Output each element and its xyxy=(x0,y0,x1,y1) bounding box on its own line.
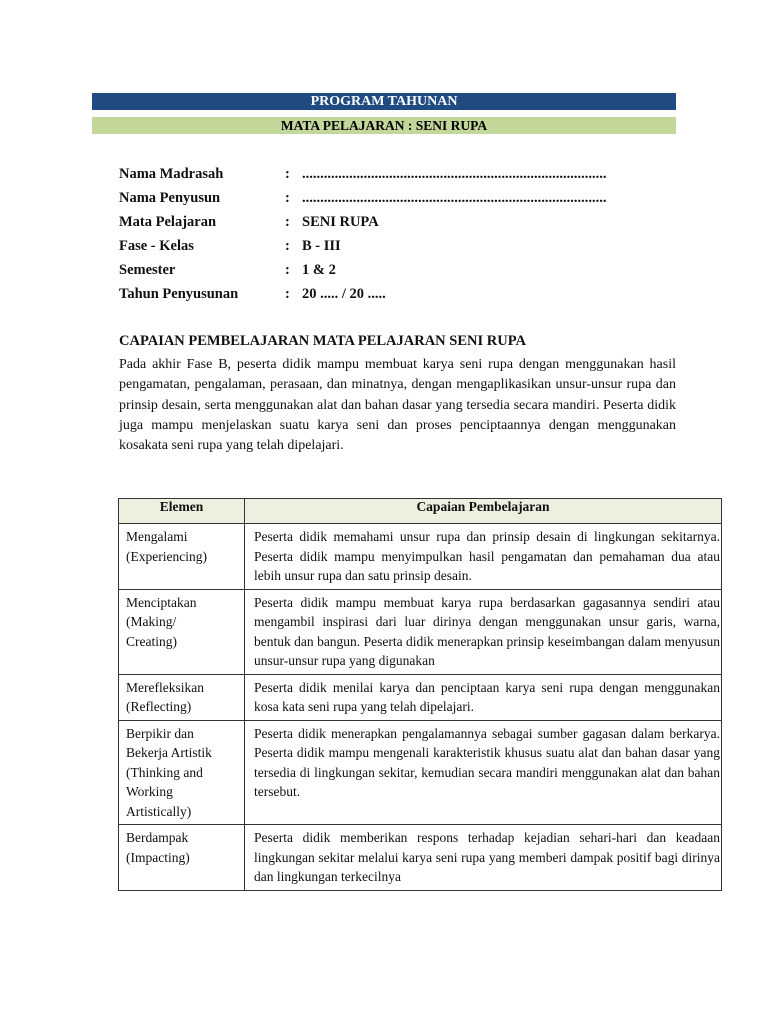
table-row xyxy=(119,674,722,720)
info-label: Tahun Penyusunan xyxy=(119,286,239,302)
elemen-line: Menciptakan xyxy=(126,594,197,610)
capaian-cell: Peserta didik mampu membuat karya rupa berdasarkan gagasannya sendiri atau mengambil inspirasi dari luar dirinya dengan menggunakan unsur garis, warna, bentuk dan bangun. Peserta didik menerapkan prinsip keseimbangan dalam menyusun unsur-unsur rupa yang digunakan xyxy=(245,589,722,674)
info-row-fase xyxy=(119,237,607,261)
elemen-line: Working xyxy=(126,784,173,799)
elemen-line: (Experiencing) xyxy=(126,548,207,564)
elemen-line: Berpikir dan xyxy=(126,725,194,741)
table-row xyxy=(119,589,722,674)
header-capaian: Capaian Pembelajaran xyxy=(245,499,722,524)
capaian-cell: Peserta didik memahami unsur rupa dan prinsip desain di lingkungan sekitarnya. Peserta didik mampu menyimpulkan hasil pengamatan dan pemahaman dua atau lebih unsur rupa dan satu prinsip desain. xyxy=(245,524,722,590)
info-colon: : xyxy=(285,166,290,182)
info-value: .................................................................................... xyxy=(302,190,607,206)
info-value: B - III xyxy=(302,238,341,254)
info-value: .................................................................................... xyxy=(302,166,607,182)
elemen-line: (Thinking and xyxy=(126,764,203,780)
elemen-line: Mengalami xyxy=(126,529,188,544)
elemen-cell xyxy=(119,674,245,720)
title-banner: PROGRAM TAHUNAN xyxy=(92,93,676,110)
elemen-line: Bekerja Artistik xyxy=(126,745,212,760)
info-value: 1 & 2 xyxy=(302,262,336,278)
info-row-mapel xyxy=(119,213,607,237)
section-heading: CAPAIAN PEMBELAJARAN MATA PELAJARAN SENI RUPA xyxy=(119,333,526,349)
capaian-table xyxy=(118,498,722,891)
elemen-line: Berdampak xyxy=(126,830,189,845)
table-row xyxy=(119,524,722,590)
capaian-cell: Peserta didik menerapkan pengalamannya sebagai sumber gagasan dalam berkarya. Peserta didik mampu mengenali karakteristik khusus suatu alat dan bahan dasar yang tersedia di lingkungan sekitar, kemudian secara mandiri menggunakan alat dan bahan tersebut. xyxy=(245,720,722,825)
elemen-line: (Making/ xyxy=(126,614,177,629)
info-label: Semester xyxy=(119,262,176,278)
subject-banner: MATA PELAJARAN : SENI RUPA xyxy=(92,117,676,134)
info-value: 20 ..... / 20 ..... xyxy=(302,286,386,302)
elemen-line: Merefleksikan xyxy=(126,679,204,695)
info-colon: : xyxy=(285,238,290,254)
info-label: Fase - Kelas xyxy=(119,238,194,254)
elemen-cell xyxy=(119,589,245,674)
elemen-line: Creating) xyxy=(126,633,177,649)
section-paragraph: Pada akhir Fase B, peserta didik mampu membuat karya seni rupa dengan menggunakan hasil pengamatan, pengalaman, perasaan, dan minatnya, dengan mengaplikasikan unsur-unsur rupa dan prinsip desain, serta menggunakan alat dan bahan dasar yang tersedia secara mandiri. Peserta didik juga mampu menjelaskan suatu karya seni dan proses penciptaannya dengan menggunakan kosakata seni rupa yang telah dipelajari. xyxy=(119,357,676,454)
elemen-line: Artistically) xyxy=(126,803,192,819)
info-colon: : xyxy=(285,262,290,278)
table-row xyxy=(119,720,722,825)
elemen-cell xyxy=(119,825,245,891)
elemen-line: (Reflecting) xyxy=(126,699,192,714)
info-row-penyusun xyxy=(119,189,607,213)
info-label: Nama Penyusun xyxy=(119,190,221,206)
info-colon: : xyxy=(285,190,290,206)
header-elemen: Elemen xyxy=(119,499,245,524)
info-label: Nama Madrasah xyxy=(119,166,224,182)
table-header-row xyxy=(119,499,722,524)
table-row xyxy=(119,825,722,891)
elemen-line: (Impacting) xyxy=(126,849,190,865)
capaian-cell: Peserta didik memberikan respons terhadap kejadian sehari-hari dan keadaan lingkungan sekitar melalui karya seni rupa yang memberi dampak positif bagi dirinya dan lingkungan terkecilnya xyxy=(245,825,722,891)
elemen-cell xyxy=(119,524,245,590)
capaian-cell: Peserta didik menilai karya dan penciptaan karya seni rupa dengan menggunakan kosa kata seni rupa yang telah dipelajari. xyxy=(245,674,722,720)
info-label: Mata Pelajaran xyxy=(119,214,217,230)
info-colon: : xyxy=(285,214,290,230)
elemen-cell xyxy=(119,720,245,825)
info-row-semester xyxy=(119,261,607,285)
info-row-tahun xyxy=(119,285,607,309)
info-value: SENI RUPA xyxy=(302,214,379,230)
info-row-madrasah xyxy=(119,165,607,189)
identity-block xyxy=(119,165,607,309)
info-colon: : xyxy=(285,286,290,302)
